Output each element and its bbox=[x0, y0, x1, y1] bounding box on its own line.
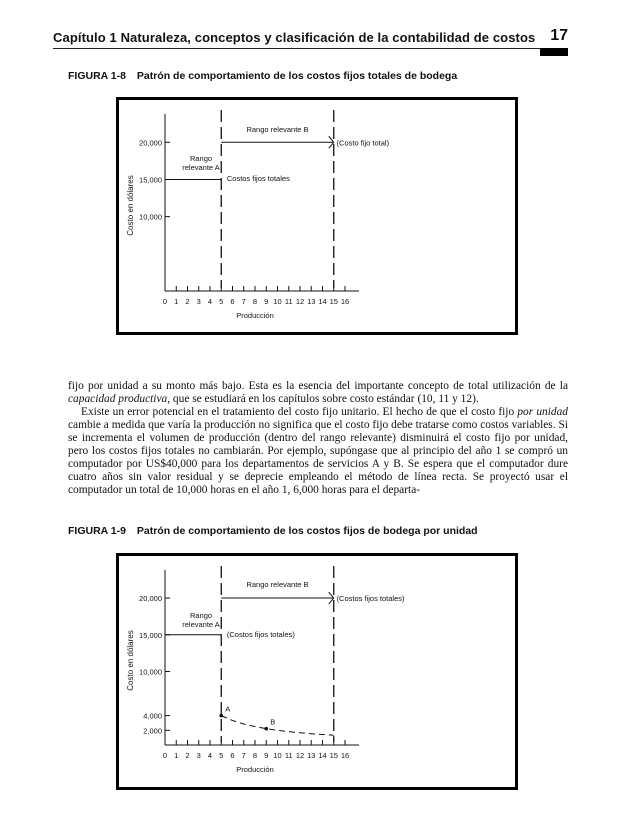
arrow-head bbox=[329, 592, 334, 598]
y-tick-label: 15,000 bbox=[139, 630, 162, 640]
header-bar bbox=[540, 48, 568, 56]
page-number: 17 bbox=[550, 27, 568, 44]
emphasis: capacidad productiva bbox=[68, 393, 168, 405]
arrow-head bbox=[329, 598, 334, 604]
x-tick-label: 9 bbox=[264, 751, 269, 760]
text-span: Existe un error potencial en el tratamiento del costo fijo unitario. El hecho de que el costo fijo bbox=[81, 406, 515, 418]
series-label-b: (Costos fijos totales) bbox=[336, 594, 405, 604]
running-head bbox=[53, 30, 535, 45]
unit-cost-curve bbox=[221, 716, 334, 736]
x-tick-label: 2 bbox=[185, 297, 190, 306]
range-b-label: Rango relevante B bbox=[246, 125, 309, 134]
series-label-a: Costos fijos totales bbox=[226, 174, 290, 183]
figure-1-9-chart bbox=[119, 556, 515, 787]
x-tick-label: 4 bbox=[207, 297, 213, 306]
x-tick-label: 0 bbox=[162, 297, 168, 306]
x-tick-label: 3 bbox=[196, 751, 201, 760]
x-tick-label: 15 bbox=[329, 297, 338, 306]
x-tick-label: 10 bbox=[273, 297, 282, 306]
x-tick-label: 16 bbox=[340, 297, 350, 306]
figure-1-8-box bbox=[116, 97, 518, 335]
x-tick-label: 14 bbox=[318, 297, 327, 306]
x-tick-label: 5 bbox=[219, 297, 224, 306]
paragraph-2 bbox=[68, 406, 568, 497]
series-label-b: (Costo fijo total) bbox=[336, 138, 390, 148]
y-tick-label: 4,000 bbox=[143, 711, 162, 721]
figure-number: FIGURA 1-9 bbox=[68, 525, 126, 537]
x-tick-label: 9 bbox=[264, 297, 269, 306]
range-a-label: Rango bbox=[189, 611, 213, 620]
y-tick-label: 20,000 bbox=[139, 594, 162, 604]
chapter-label: Capítulo 1 bbox=[53, 30, 117, 45]
text-span: fijo por unidad a su monto más bajo. Esta es la esencia del importante concepto de total utilización de la bbox=[68, 380, 568, 392]
x-tick-label: 6 bbox=[230, 297, 235, 306]
x-tick-label: 7 bbox=[241, 297, 246, 306]
range-a-label: relevante A bbox=[182, 163, 220, 172]
chapter-title: Naturaleza, conceptos y clasificación de la contabilidad de costos bbox=[120, 30, 536, 45]
x-tick-label: 13 bbox=[307, 751, 316, 760]
data-point-label: B bbox=[270, 717, 276, 727]
x-tick-label: 2 bbox=[185, 751, 190, 760]
arrow-head bbox=[329, 136, 334, 142]
data-point bbox=[219, 714, 223, 718]
x-tick-label: 16 bbox=[340, 751, 350, 760]
figure-title: Patrón de comportamiento de los costos fijos totales de bodega bbox=[136, 70, 458, 82]
figure-title: Patrón de comportamiento de los costos fijos de bodega por unidad bbox=[136, 525, 478, 537]
y-axis-label: Costo en dólares bbox=[126, 630, 135, 691]
x-tick-label: 15 bbox=[329, 751, 338, 760]
range-b-label: Rango relevante B bbox=[246, 580, 309, 589]
y-tick-label: 10,000 bbox=[139, 667, 162, 677]
body-text bbox=[68, 380, 568, 497]
figure-number: FIGURA 1-8 bbox=[68, 70, 126, 82]
y-tick-label: 20,000 bbox=[139, 138, 162, 148]
x-tick-label: 11 bbox=[284, 751, 293, 760]
text-span: , que se estudiará en los capítulos sobre costo estándar (10, 11 y 12). bbox=[167, 393, 479, 405]
x-tick-label: 8 bbox=[252, 751, 258, 760]
x-tick-label: 8 bbox=[252, 297, 258, 306]
x-tick-label: 10 bbox=[273, 751, 282, 760]
data-point bbox=[264, 727, 268, 731]
x-axis-label: Producción bbox=[236, 311, 274, 320]
x-tick-label: 7 bbox=[241, 751, 246, 760]
series-label-a: (Costos fijos totales) bbox=[226, 630, 295, 639]
x-tick-label: 1 bbox=[174, 297, 179, 306]
page-header bbox=[53, 27, 568, 60]
y-tick-label: 2,000 bbox=[143, 726, 162, 736]
range-a-label: Rango bbox=[189, 154, 213, 163]
figure-1-8-caption bbox=[68, 70, 457, 82]
x-tick-label: 1 bbox=[174, 751, 179, 760]
x-tick-label: 0 bbox=[162, 751, 168, 760]
header-rule bbox=[53, 48, 568, 49]
x-tick-label: 4 bbox=[207, 751, 213, 760]
figure-1-9-caption bbox=[68, 525, 478, 537]
arrow-head bbox=[329, 142, 334, 148]
x-tick-label: 13 bbox=[307, 297, 316, 306]
x-tick-label: 5 bbox=[219, 751, 224, 760]
y-tick-label: 10,000 bbox=[139, 212, 162, 222]
figure-1-8-chart bbox=[119, 100, 515, 332]
x-tick-label: 3 bbox=[196, 297, 201, 306]
x-tick-label: 6 bbox=[230, 751, 235, 760]
range-a-label: relevante A bbox=[182, 620, 220, 629]
paragraph-1 bbox=[68, 380, 568, 406]
x-tick-label: 11 bbox=[284, 297, 293, 306]
emphasis: por unidad bbox=[517, 406, 568, 418]
x-tick-label: 14 bbox=[318, 751, 327, 760]
figure-1-9-box bbox=[116, 553, 518, 790]
y-tick-label: 15,000 bbox=[139, 175, 162, 185]
text-span: cambie a medida que varía la producción no significa que el costo fijo debe tratarse como costos variables. Si se incrementa el volumen de producción (dentro del rango relevante) disminuirá el costo fijo por unidad, pero los costos fijos totales no cambiarán. Por ejemplo, supóngase que al principio del año 1 se compró un computador por US$40,000 para los departamentos de servicios A y B. Se espera que el computador dure cuatro años sin valor residual y se deprecie empleando el método de línea recta. Se proyectó usar el computador un total de 10,000 horas en el año 1, 6,000 horas para el departa- bbox=[68, 419, 568, 496]
x-tick-label: 12 bbox=[295, 297, 305, 306]
data-point-label: A bbox=[225, 704, 231, 714]
x-axis-label: Producción bbox=[236, 765, 274, 774]
y-axis-label: Costo en dólares bbox=[126, 175, 135, 236]
x-tick-label: 12 bbox=[295, 751, 305, 760]
